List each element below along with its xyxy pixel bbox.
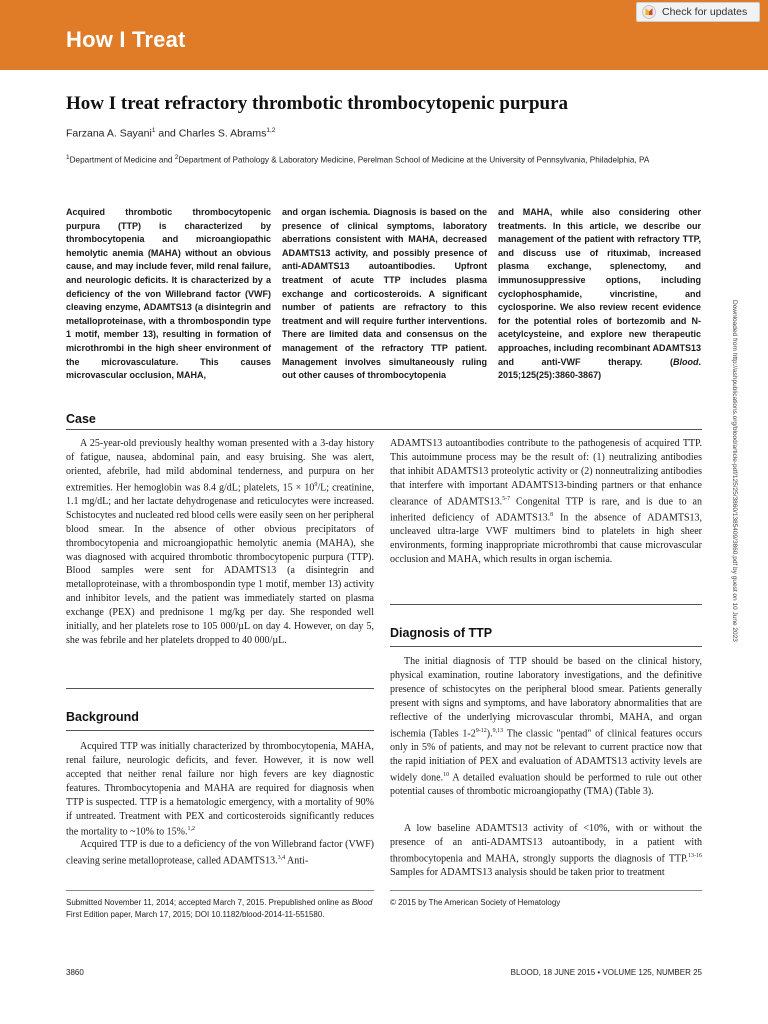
footnote-text: First Edition paper, March 17, 2015; DOI 10.1182/blood-2014-11-551580. [66,910,325,919]
article-title: How I treat refractory thrombotic thrombocytopenic purpura [66,93,569,114]
body-text: ). [486,727,493,739]
body-text: Acquired TTP is due to a deficiency of the von Willebrand factor (VWF) cleaving serine metalloprotease, called ADAMTS13. [66,839,374,867]
body-text: A low baseline ADAMTS13 activity of <10%, with or without the presence of an anti-ADAMTS13 autoantibody, in a patient with thrombocytopenia and MAHA, strongly supports the diagnosis of TTP. [390,823,702,865]
body-text: The classic "pentad" of clinical features occurs only in 5% of patients, and may not be relevant to current practice now that the rapid initiation of PEX and evaluation of ADAMTS13 activity levels are widely done. [390,727,702,783]
download-watermark: Downloaded from http://ashpublications.org/blood/article-pdf/125/25/3860/1385409/3860.pdf by guest on 10 June 2023 [731,300,738,642]
background-paragraph-2 [66,838,374,868]
right-column-paragraph [390,437,702,567]
abstract-citation: . 2015;125(25):3860-3867) [498,356,701,381]
author-name: Farzana A. Sayani [66,127,152,140]
body-text: The initial diagnosis of TTP should be based on the clinical history, physical examination, routine laboratory investigations, and the definitive presence of schistocytes on the peripheral blood smear. Patients generally present with signs and symptoms, and have laboratory abnormalities that are reflective of the underlying microvascular thrombi, MAHA, and organ ischemia (Tables 1-2 [390,656,702,739]
abstract-column-2: and organ ischemia. Diagnosis is based on the presence of clinical symptoms, laboratory aberrations consistent with MAHA, decreased ADAMTS13 activity, and possibly presence of anti-ADAMTS13 autoantibodies. Upfront treatment of acute TTP includes plasma exchange and corticosteroids. A significant number of patients are refractory to this treatment and will require further interventions. There are limited data and consensus on the management of the refractory TTP patient. Management involves simultaneously ruling out other causes of thrombocytopenia [282,207,487,381]
section-rule [390,646,702,647]
section-rule [66,429,702,430]
background-paragraph-1 [66,740,374,840]
body-text: A 25-year-old previously healthy woman presented with a 3-day history of fatigue, nausea, abdominal pain, and easy bruising. She was alert, oriented, afebrile, had mild abdominal tenderness, and purpura on her extremities. Her hemoglobin was 8.4 g/dL; platelets, 15 × 10 [66,438,374,494]
body-text: Acquired TTP was initially characterized by thrombocytopenia, MAHA, renal failure, neurologic deficits, and fever. However, it is now well accepted that neither renal failure nor high fevers are key diagnostic features. Thrombocytopenia and MAHA are required for diagnosis when TTP is suspected. TTP is a hematologic emergency, with a mortality of 90% if untreated. Treatment with PEX and corticosteroids significantly reduces the mortality to ~10% to 15%. [66,741,374,838]
body-text: Anti- [285,855,309,867]
affiliation-mark: 1 [151,127,156,134]
section-rule [390,604,702,605]
body-text: In the absence of ADAMTS13, uncleaved ultra-large VWF multimers bind to platelets in high sheer environments, forming inappropriate microthrombi that cause microvascular occlusion and MAHA, which results in organ ischemia. [390,512,702,565]
body-text: /L; creatinine, 1.1 mg/dL; and her lactate dehydrogenase and reticulocytes were increased. Schistocytes and nucleated red blood cells were easily seen on her peripheral blood smear. In the absence of other obvious precipitators of thrombocytopenia and microangiopathic hemolytic anemia (MAHA), she was diagnosed with acquired thrombotic thrombocytopenic purpura (TTP). Blood samples were sent for ADAMTS13 (a disintegrin and metalloproteinase, with a thrombospondin type 1 motif, member 13) activity and inhibitor levels, and the patient was immediately started on plasma exchange (PEX) and prednisone 1 mg/kg per day. She responded well initially, and her platelets rose to 105 000/µL on day 4. However, on day 5, she was febrile and her platelets dropped to 40 000/µL. [66,482,374,647]
body-text: Samples for ADAMTS13 analysis should be taken prior to treatment [390,867,665,879]
submission-note [66,897,374,921]
section-rule [66,688,374,689]
citation-superscript: 10 [443,771,450,778]
copyright-note: © 2015 by The American Society of Hematology [390,898,561,907]
check-for-updates-button[interactable] [636,2,760,22]
diagnosis-paragraph-1 [390,655,702,799]
citation-superscript: 3,4 [277,854,286,861]
citation-superscript: 5-7 [502,495,511,502]
citation-superscript: 13-16 [688,852,702,859]
citation-superscript: 1,2 [187,826,196,833]
abstract-column-1: Acquired thrombotic thrombocytopenic purpura (TTP) is characterized by thrombocytopenia and microangiopathic hemolytic anemia (MAHA) without an obvious cause, and may include fever, mild renal failure, and neurologic deficits. It is characterized by a deficiency of the von Willebrand factor (VWF) cleaving enzyme, ADAMTS13 (a disintegrin and metalloproteinase, with a thrombospondin type 1 motif, member 13), resulting in formation of microthrombi in the high sheer environment of the microvasculature. This causes microvascular occlusion, MAHA, [66,207,271,381]
affiliation-text: Department of Pathology & Laboratory Medicine, Perelman School of Medicine at the University of Pennsylvania, Philadelphia, PA [178,155,650,165]
crossmark-icon [642,5,656,19]
diagnosis-paragraph-2 [390,822,702,880]
journal-name: Blood [351,898,373,907]
body-text: Congenital TTP is rare, and is due to an inherited deficiency of ADAMTS13. [390,495,702,524]
abstract-column-3 [498,206,701,383]
footnote-rule [66,890,374,891]
author-separator: and [155,127,179,140]
section-heading-background: Background [66,710,139,724]
superscript: 9 [314,481,318,488]
affiliation-text: Department of Medicine and [69,155,175,165]
citation-superscript: 8 [550,511,554,518]
section-heading-diagnosis: Diagnosis of TTP [390,626,493,640]
section-title: How I Treat [66,27,186,52]
footnote-rule [390,890,702,891]
footnote-text: Submitted November 11, 2014; accepted March 7, 2015. Prepublished online as [66,898,352,907]
affiliations [66,152,706,167]
abstract-text: and MAHA, while also considering other treatments. In this article, we describe our management of the patient with refractory TTP, and discuss use of rituximab, increased plasma exchange, splenectomy, and immunosuppressive options, including cyclophosphamide, vincristine, and cyclosporine. We also review recent evidence for the potential roles of bortezomib and N-acetylcysteine, and explore new therapeutic approaches, including recombinant ADAMTS13 and anti-VWF therapy. ( [498,207,701,367]
affiliation-mark: 1,2 [266,127,276,134]
affiliation-mark: 2 [174,154,179,161]
section-rule [66,730,374,731]
check-for-updates-label: Check for updates [662,6,748,18]
affiliation-mark: 1 [66,154,70,161]
author-list [66,127,275,140]
body-text: A detailed evaluation should be performed to rule out other potential causes of thrombotic microangiopathy (TMA) (Table 3). [390,771,703,797]
page-number: 3860 [66,968,84,977]
citation-superscript: 9,13 [492,727,504,734]
section-heading-case: Case [66,412,96,426]
author-name: Charles S. Abrams [178,127,267,140]
body-text: ADAMTS13 autoantibodies contribute to the pathogenesis of acquired TTP. This autoimmune process may be the result of: (1) neutralizing antibodies that inhibit ADAMTS13 proteolytic activity or (2) nonneutralizing antibodies that interfere with important ADAMTS13-binding partners or that enhance clearance of ADAMTS13. [390,438,702,507]
citation-superscript: 9-12 [475,727,487,734]
journal-issue-info: BLOOD, 18 JUNE 2015 • VOLUME 125, NUMBER 25 [510,968,702,977]
journal-name: Blood [672,356,699,367]
case-paragraph [66,437,374,648]
